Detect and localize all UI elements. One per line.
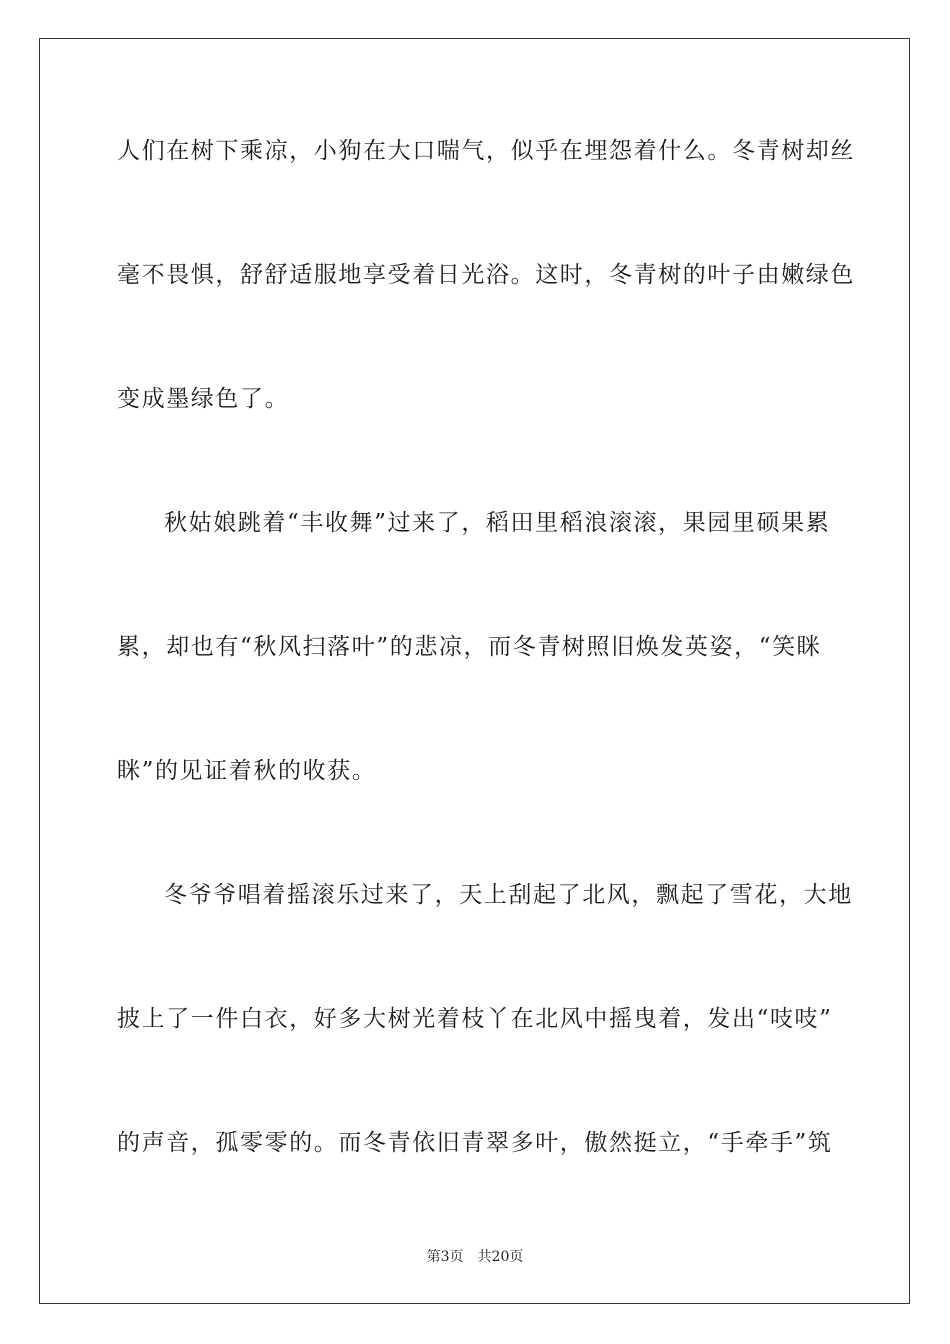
text-line-3: 变成墨绿色了。: [117, 386, 290, 412]
text-line-9: 的声音，孤零零的。而冬青依旧青翠多叶，傲然挺立，“手牵手”筑: [117, 1130, 833, 1156]
text-line-6: 眯”的见证着秋的收获。: [117, 758, 377, 784]
text-line-8: 披上了一件白衣，好多大树光着枝丫在北风中摇曳着，发出“吱吱”: [117, 1006, 833, 1032]
text-line-4: 秋姑娘跳着“丰收舞”过来了，稻田里稻浪滚滚，果园里硕果累: [164, 510, 831, 536]
page-footer: [0, 1247, 950, 1267]
text-line-5: 累，却也有“秋风扫落叶”的悲凉，而冬青树照旧焕发英姿，“笑眯: [117, 634, 822, 660]
text-line-7: 冬爷爷唱着摇滚乐过来了，天上刮起了北风，飘起了雪花，大地: [164, 882, 853, 908]
text-line-2: 毫不畏惧，舒舒适服地享受着日光浴。这时，冬青树的叶子由嫩绿色: [117, 262, 855, 288]
page-border: [39, 38, 910, 1304]
text-line-1: 人们在树下乘凉，小狗在大口喘气，似乎在埋怨着什么。冬青树却丝: [117, 138, 855, 164]
page-total: 共20页: [477, 1249, 524, 1265]
page-number: 第3页: [426, 1249, 464, 1265]
